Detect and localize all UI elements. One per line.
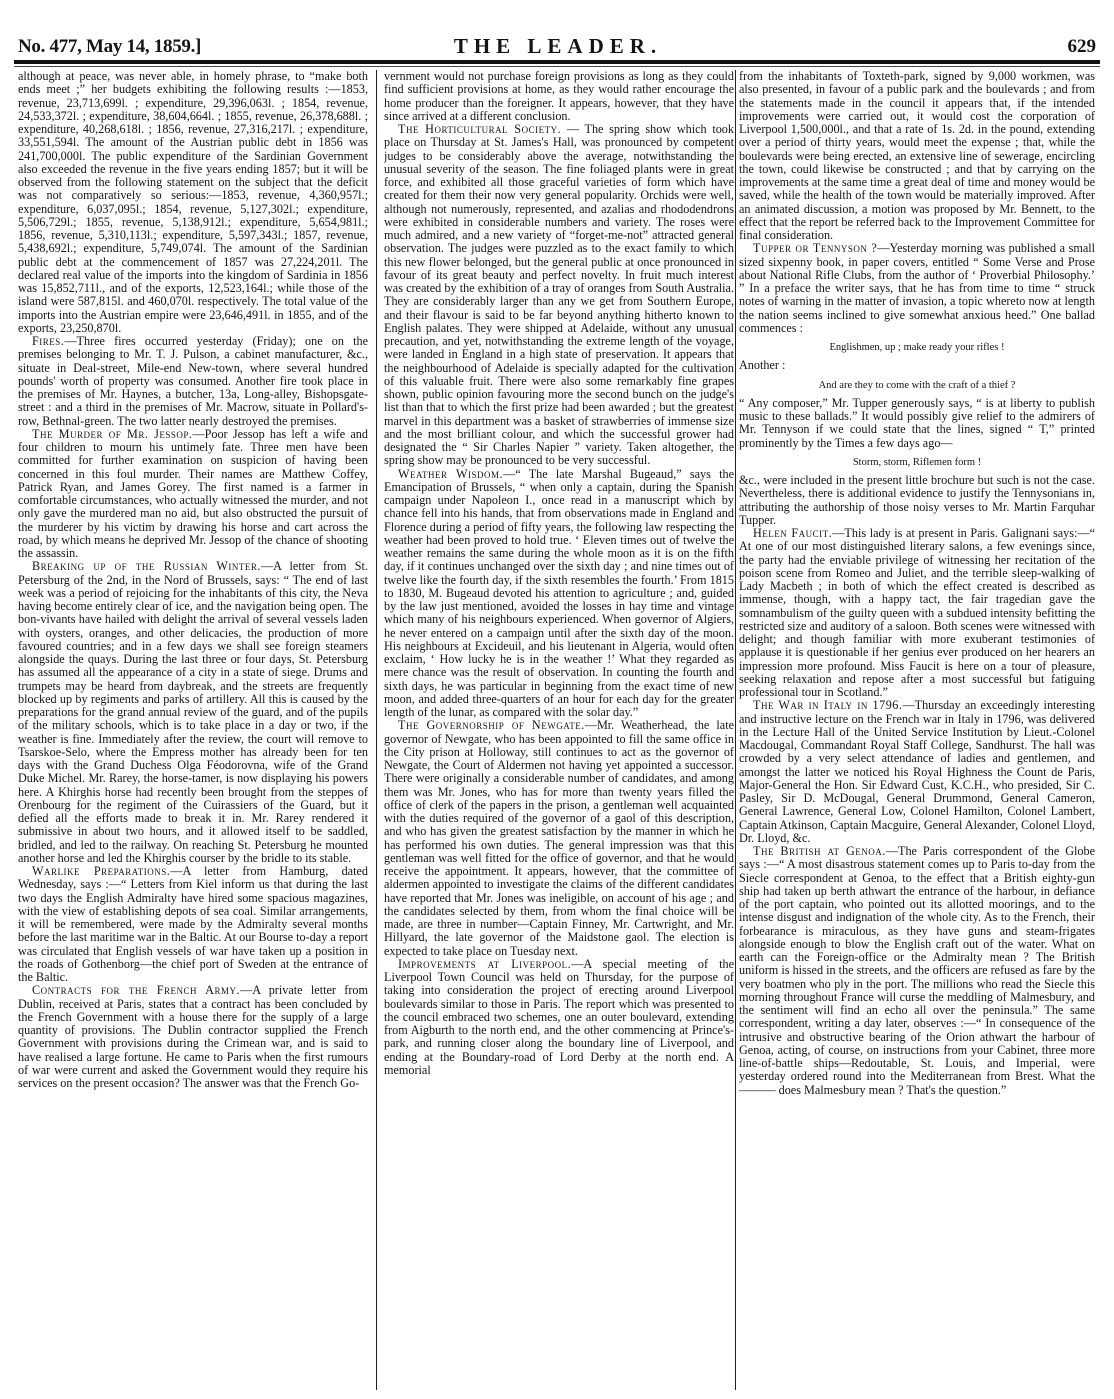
article-heading: The Murder of Mr. Jessop.: [32, 426, 193, 441]
article-helen-faucit: [739, 527, 1095, 699]
article-newgate-governorship: [384, 719, 734, 958]
article-continuation: [384, 70, 734, 123]
article-heading: The War in Italy in 1796.: [753, 698, 903, 713]
column-divider: [735, 70, 736, 1390]
article-weather-wisdom: [384, 468, 734, 720]
article-body: —Poor Jessop has left a wife and four children to mourn his untimely fate. Three men have been committed for further examination on suspicion of having been concerned in this foul murder. Their names are Matthew Coffey, Patrick Ryan, and James Gorey. The first named is a farmer in comfortable circumstances, who actually witnessed the murder, and not only gave the murdered man no aid, but also obstructed the pursuit of the murderer by his victim by drawing his horse and cart across the road, by which means he deprived Mr. Jessop of the chance of shooting the assassin.: [18, 426, 368, 560]
column-divider: [376, 70, 377, 1390]
article-war-in-italy: [739, 699, 1095, 845]
article-text: &c., were included in the present little brochure but such is not the case. Nevertheless, there is additional evidence to justify the Tennysonians in, attributing the authorship of those noisy verses to Mr. Martin Farquhar Tupper.: [739, 473, 1095, 527]
article-heading: Warlike Preparations.: [32, 864, 171, 878]
article-russian-winter: [18, 560, 368, 865]
verse-quote: Storm, storm, Riflemen form !: [852, 456, 982, 468]
newspaper-title: THE LEADER.: [453, 34, 663, 58]
article-body: — The spring show which took place on Thursday at St. James's Hall, was pronounced by competent judges to be considerably above the average, notwithstanding the unusual severity of the season. The fine foliaged plants were in great force, and exhibited all those graceful varieties of form which have created for them their now very general popularity. Orchids were well, although not numerously, represented, and azalias and rhododendrons were exhibited in considerable numbers and variety. The roses were much admired, and a new variety of “forget-me-not” attracted general observation. The judges were puzzled as to the exact family to which this new flower belonged, but the general public at once pronounced in favour of its great beauty and perfect novelty. In fruit much interest was created by the exhibition of a tray of oranges from South Australia. They are considerably larger than any we get from Southern Europe, and their flavour is said to be far beyond anything hitherto known to English palates. They were shipped at Adelaide, without any unusual precaution, and yet, notwithstanding the extreme length of the voyage, were landed in England in a high state of preservation. It appears that the neighbourhood of Adelaide is specially adapted for the cultivation of this valuable fruit. There were also some remarkably fine grapes shown, public opinion favouring more the second bunch on the judge's list than that to which the first prize had been awarded ; but the greatest marvel in this department was a basket of strawberries of immense size and the most brilliant colour, and which the successful grower had designated the “ Sir Charles Napier ” variety. Taken altogether, the spring show may be pronounced to be very successful.: [384, 122, 734, 468]
article-heading: The Horticultural Society.: [398, 122, 562, 136]
article-heading: The British at Genoa.: [753, 844, 886, 858]
column-3: [739, 70, 1095, 1380]
article-body: —Three fires occurred yesterday (Friday); one on the premises belonging to Mr. T. J. Pulson, a cabinet manufacturer, &c., situate in Deal-street, Mile-end New-town, where several hundred pounds' worth of property was consumed. Another fire took place in the premises of Mr. Haynes, a butcher, 13a, Long-alley, Bishopsgate-street : and a third in the premises of Mr. Macrow, situate in Pollard's-row, Bethnal-green. The two latter nearly destroyed the premises.: [18, 334, 368, 428]
article-british-at-genoa: [739, 845, 1095, 1097]
article-continuation: [739, 70, 1095, 242]
masthead: [18, 30, 1098, 58]
article-french-army-contracts: [18, 984, 368, 1090]
masthead-rule: [14, 60, 1100, 64]
article-body: although at peace, was never able, in homely phrase, to “make both ends meet ;” her budgets exhibiting the following results :—1853, revenue, 23,713,699l. ; expenditure, 29,396,063l. ; 1854, revenue, 24,533,372l. ; expenditure, 38,604,664l. ; 1855, revenue, 26,378,688l. ; expenditure, 40,268,618l. ; 1856, revenue, 27,316,217l. ; expenditure, 33,551,594l. The amount of the Austrian public debt in 1856 was 241,700,000l. The public expenditure of the Sardinian Government also exceeded the revenue in the five years ending 1857; but it will be observed from the following statement on the subject that the deficit was not comparatively so serious:—1853, revenue, 4,360,957l.; expenditure, 6,037,095l.; 1854, revenue, 5,127,302l.; expenditure, 5,506,729l.; 1855, revenue, 5,138,912l.; expenditure, 5,654,981l.; 1856, revenue, 5,310,113l.; expenditure, 5,597,343l.; 1857, revenue, 5,438,692l.; expenditure, 5,749,074l. The amount of the Sardinian public debt at the commencement of 1857 was 27,224,201l. The declared real value of the imports into the kingdom of Sardinia in 1856 was 15,852,711l., and of the exports, 12,523,164l.; while those of the island were 587,815l. and 460,070l. respectively. The total value of the imports into the Austrian empire were 23,646,491l. in 1855, and of the exports, 23,250,870l.: [18, 70, 368, 335]
article-heading: Improvements at Liverpool.: [398, 956, 572, 971]
article-body: —Yesterday morning was published a small sized sixpenny book, in paper covers, entitled “ Some Verse and Prose about National Rifle Clubs, from the author of ‘ Proverbial Philosophy.’ ” In a preface the writer says, that he has from time to time “ struck notes of warning in the matter of invasion, a topic whereto now at length the nation seems inclined to give somewhat anxious heed.” One ballad commences :: [739, 241, 1095, 335]
article-body: —This lady is at present in Paris. Galignani says:—“ At one of our most distinguished literary salons, a few evenings since, the party had the enviable privilege of witnessing her recitation of the poison scene from Romeo and Juliet, and the terrible sleep-walking of Lady Macbeth ; in both of which the effect created is described as immense, though, with a happy tact, the fair tragedian gave the somnambulism of the guilty queen with a subdued intensity befitting the restricted size and auditory of a saloon. Both scenes were witnessed with delight; and though familiar with more exuberant testimonies of applause it is questionable if her genius ever produced on her hearers an impression more profound. Miss Faucit is here on a tour of pleasure, seeking relaxation and repose after a most successful but fatiguing professional tour in Scotland.”: [739, 526, 1095, 699]
article-heading: Helen Faucit.: [753, 526, 833, 540]
article-body: —“ The late Marshal Bugeaud,” says the Emancipation of Brussels, “ when only a captain, during the Spanish campaign under Napoleon I., once read in a manuscript which by chance fell into his hands, that from observations made in England and Florence during a period of fifty years, the following law respecting the weather had been proved to hold true. ‘ Eleven times out of twelve the weather remains the same during the whole moon as it is on the fifth day, if it continues unchanged over the sixth day ; and nine times out of twelve like the fourth day, if the sixth resembles the fourth.’ From 1815 to 1830, M. Bugeaud devoted his attention to agriculture ; and, guided by the law just mentioned, avoided the losses in hay time and vintage which many of his neighbours experienced. When governor of Algiers, he never entered on a campaign until after the sixth day of the moon. His neighbours at Excideuil, and his lieutenant in Algeria, would often exclaim, ‘ How lucky he is in the weather !’ What they regarded as mere chance was the result of observation. In counting the fourth and sixth days, he was particular in beginning from the exact time of new moon, and added three-quarters of an hour for each day for the greater length of the lunar, as compared with the solar day.”: [384, 466, 734, 719]
article-body: —A private letter from Dublin, received at Paris, states that a contract has been concluded by the French Government with a house there for the supply of a large quantity of provisions. The Dublin contractor supplied the French Government with provisions during the Crimean war, and is said to have realised a large fortune. He came to Paris when the first rumours of war were current and asked the Government would they require his services on the present occasion? The answer was that the French Go-: [18, 983, 368, 1090]
article-heading: Tupper or Tennyson ?: [753, 241, 878, 256]
article-text: Another :: [739, 358, 786, 373]
article-liverpool-improvements: [384, 958, 734, 1077]
article-horticultural-society: [384, 123, 734, 468]
article-heading: Fires.: [32, 334, 65, 348]
masthead-rule-thin: [14, 66, 1100, 67]
page-number: 629: [1067, 36, 1096, 57]
verse-quote: And are they to come with the craft of a thief ?: [818, 379, 1016, 391]
article-heading: Breaking up of the Russian Winter.: [32, 559, 261, 574]
article-body: —A special meeting of the Liverpool Town Council was held on Thursday, for the purpose of taking into consideration the project of erecting around Liverpool boulevards similar to those in Paris. The report which was presented to the council embraced two schemes, one an outer boulevard, extending from Aigburth to the north end, and the other commencing at Prince's-park, and running closer along the boundary line of Liverpool, and ending at the Boundary-road of Lord Derby at the north end. A memorial: [384, 956, 734, 1077]
article-body: —Thursday an exceedingly interesting and instructive lecture on the French war in Italy in 1796, was delivered in the Lecture Hall of the United Service Institution by Lieut.-Colonel Macdougal, Commandant Royal Staff College, Sandhurst. The hall was crowded by a very select attendance of ladies and gentlemen, and amongst the latter we noticed his Royal Highness the Count de Paris, Major-General the Hon. Sir Edward Cust, K.C.H., who presided, Sir C. Pasley, Sir D. McDougal, General Drummond, General Cameron, General Lawrence, General Low, Colonel Hamilton, Colonel Lambert, Captain Atkinson, Captain Macguire, General Alexander, Colonel Lloyd, Dr. Lloyd, &c.: [739, 698, 1095, 845]
article-tupper-tennyson: [739, 242, 1095, 335]
article-heading: Weather Wisdom.: [398, 466, 504, 481]
article-body: —A letter from Hamburg, dated Wednesday, says :—“ Letters from Kiel inform us that during the last two days the English Admiralty have hired some spacious magazines, with the view of establishing depots of sea coal. Similar arrangements, it will be remembered, were made by the Admiralty several months before the last maritime war in the Baltic. At our Bourse to-day a report was circulated that English vessels of war have taken up a position in the roads of Gothenborg—the chief port of Sweden at the entrance of the Baltic.: [18, 864, 368, 984]
article-heading: Contracts for the French Army.: [32, 983, 241, 998]
article-text: “ Any composer,” Mr. Tupper generously says, “ is at liberty to publish music to these ballads.” It would possibly give relief to the admirers of Mr. Tennyson if we could state that the lines, signed “ T,” printed prominently by the Times a few days ago—: [739, 395, 1095, 450]
article-warlike-preparations: [18, 865, 368, 984]
article-fires: [18, 335, 368, 428]
article-body: vernment would not purchase foreign provisions as long as they could find sufficient provisions at home, as they would rather encourage the home producer than the foreigner. It appears, however, that they have since arrived at a different conclusion.: [384, 70, 734, 123]
article-body: —Mr. Weatherhead, the late governor of Newgate, who has been appointed to fill the same office in the City prison at Holloway, still continues to act as the governor of Newgate, the Court of Aldermen not having yet appointed a successor. There were originally a considerable number of candidates, and among them was Mr. Jones, who has for more than twenty years filled the office of clerk of the papers in the prison, a gentleman well acquainted with the duties required of the governor of a gaol of this description, and who has given the greatest satisfaction by the manner in which he has performed his own duties. The general impression was that this gentleman was well fitted for the office of governor, and that he would receive the appointment. It appears, however, that the committee of aldermen appointed to investigate the claims of the different candidates have reported that Mr. Jones was ineligible, on account of his age ; and the candidates selected by them, from whom the final choice will be made, are three in number—Captain Finney, Mr. Cartwright, and Mr. Hillyard, the late governor of the Maidstone gaol. The election is expected to take place on Tuesday next.: [384, 718, 734, 958]
column-1: [18, 70, 368, 1380]
article-body: —A letter from St. Petersburg of the 2nd, in the Nord of Brussels, says: “ The end of last week was a period of rejoicing for the inhabitants of this city, the Neva having become entirely clear of ice, and the navigation being open. The bon-vivants have hailed with delight the arrival of several vessels laden with oysters, oranges, and other delicacies, the production of more favoured countries; and in a few days we shall see foreign steamers alongside the quays. During the last three or four days, St. Petersburg has assumed all the appearance of a city in a state of siege. Drums and trumpets may be heard from daybreak, and the streets are frequently blocked up by regiments and parks of artillery. All this is caused by the preparations for the grand annual review of the guard, and of the pupils of the military schools, which is to take place in a day or two, if the weather is fine. Immediately after the review, the court will remove to Tsarskoe-Selo, where the Empress mother has already been for ten days with the Grand Duchess Olga Féodorovna, wife of the Grand Duke Michel. Mr. Rarey, the horse-tamer, is now displaying his powers here. A Khirghis horse had recently been brought from the steppes of Orenbourg for the regiment of the Cuirassiers of the Guard, but it defied all the efforts made to break it in. Mr. Rarey rendered it submissive in about two hours, and it allowed itself to be saddled, bridled, and led to the railway. On reaching St. Petersburg he mounted another horse and led the Khirghis courser by the bridle to its stable.: [18, 559, 368, 865]
article-continuation: [18, 70, 368, 335]
article-heading: The Governorship of Newgate.: [398, 718, 585, 733]
article-body: from the inhabitants of Toxteth-park, signed by 9,000 workmen, was also presented, in favour of a public park and the boulevards ; and from the statements made in the council it appears that, if the intended improvements were carried out, it would cost the corporation of Liverpool 1,500,000l., and that a rate of 1s. 2d. in the pound, extending over a period of thirty years, would meet the expense ; that, while the boulevards were being erected, an extensive line of sewerage, encircling the town, could likewise be constructed ; and that by carrying on the improvements at the same time a great deal of time and money would be saved, while the health of the town would be materially improved. After an animated discussion, a motion was proposed by Mr. Bennett, to the effect that the report be referred back to the Improvement Committee for final consideration.: [739, 70, 1095, 242]
issue-date: No. 477, May 14, 1859.]: [18, 36, 202, 57]
article-body: —The Paris correspondent of the Globe says :—“ A most disastrous statement comes up to Paris to-day from the Siecle correspondent at Genoa, to the effect that a British eighty-gun ship had taken up berth athwart the entrance of the harbour, in defiance of the port captain, who pointed out its allotted moorings, and to the intense disgust and indignation of the whole city. As to the French, their forbearance is miraculous, as they have guns and steam-frigates alongside enough to blow the English craft out of the water. What on earth can the Foreign-office or the Admiralty mean ? The British uniform is hissed in the streets, and the officers are refused as fare by the very boatmen who ply in the port. The millions who read the Siecle this morning throughout France will curse the meddling of Malmesbury, and the sentiment will find an echo all over the peninsula.” The same correspondent, writing a day later, observes :—“ In consequence of the intrusive and obstructive bearing of the Orion athwart the harbour of Genoa, acting, of course, on instructions from your Cabinet, three more line-of-battle ships—Redoutable, St. Louis, and Imperial, were yesterday ordered round into the Mediterranean from Brest. What the ——— does Malmesbury mean ? That's the question.”: [739, 844, 1095, 1097]
article-murder-jessop: [18, 428, 368, 561]
verse-quote: Englishmen, up ; make ready your rifles !: [829, 342, 1005, 353]
column-2: [384, 70, 734, 1380]
